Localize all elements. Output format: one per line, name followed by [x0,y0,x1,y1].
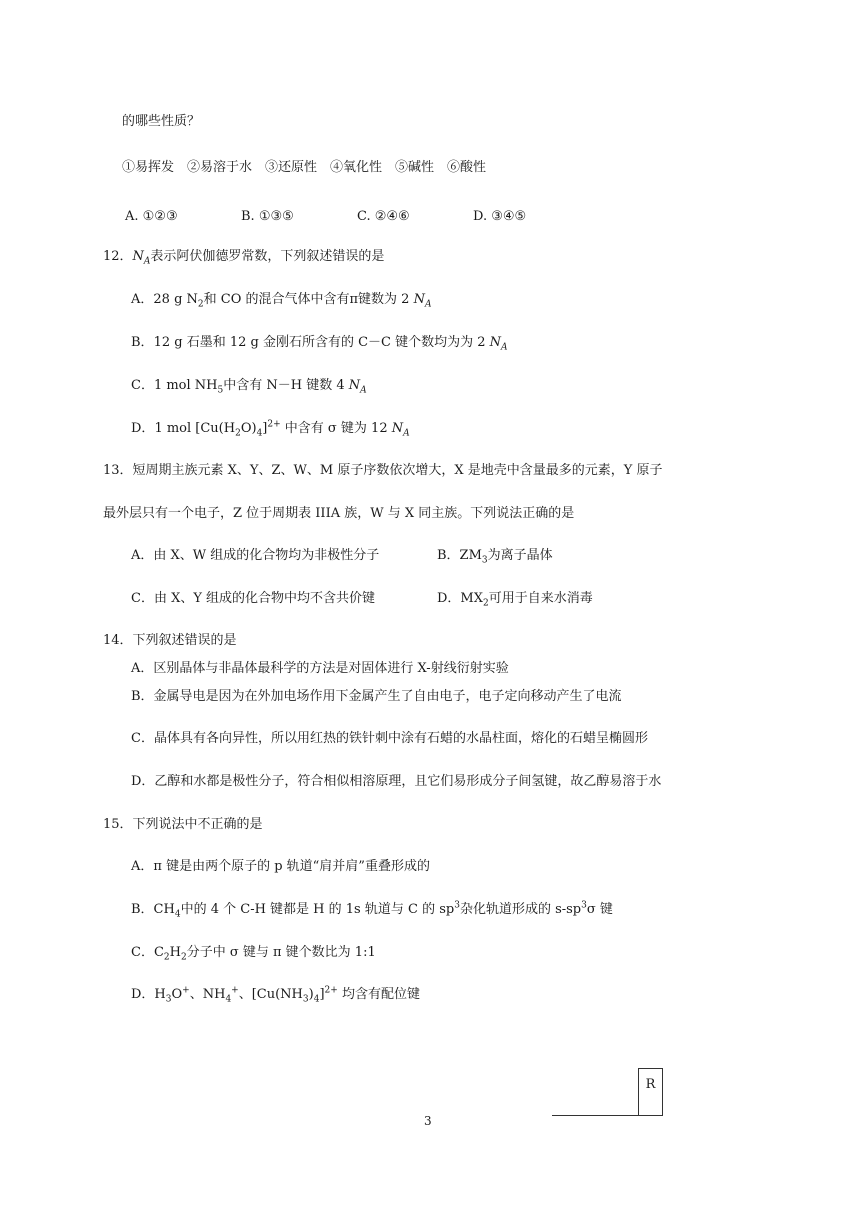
q12-option-d: D．1 mol $[Cu(H_2O)_4]^{2+}$ 中含有 σ 键为 12 $N_A$ [131,419,410,439]
q15-option-b: B．$CH_4$中的 4 个 C-H 键都是 H 的 1s 轨道与 C 的 $sp^3$杂化轨道形成的 $s-sp^3\sigma$ 键 [131,900,613,920]
q13-option-b: B．$ZM_3$为离子晶体 [437,548,553,566]
q12-option-b: B．12 g 石墨和 12 g 金刚石所含有的 C－C 键个数均为为 2 $N_A$ [131,335,508,353]
q13-option-c: C．由 X、Y 组成的化合物中均不含共价键 [131,591,376,606]
q11-option-d: D. ③④⑤ [473,209,527,224]
q12-stem: 12．$N_A$表示阿伏伽德罗常数，下列叙述错误的是 [103,249,385,267]
q14-option-a: A．区别晶体与非晶体最科学的方法是对固体进行 X-射线衍射实验 [131,661,509,676]
q15-option-c: C．$C_2H_2$分子中 σ 键与 π 键个数比为 1:1 [131,945,376,963]
q11-option-a: A. ①②③ [125,209,178,224]
r-label-box: R [638,1068,663,1116]
q11-properties: ①易挥发 ②易溶于水 ③还原性 ④氧化性 ⑤碱性 ⑥酸性 [122,160,487,175]
q13-option-a: A．由 X、W 组成的化合物均为非极性分子 [131,548,380,563]
q15-option-a: A．π 键是由两个原子的 p 轨道“肩并肩”重叠形成的 [131,859,430,874]
q13-stem-line1: 13．短周期主族元素 X、Y、Z、W、M 原子序数依次增大，X 是地壳中含量最多的元素，Y 原子 [103,463,663,478]
q11-stem-tail: 的哪些性质？ [122,114,201,129]
footer-rule [552,1115,638,1116]
q12-option-a: A．28 g $N_2$和 CO 的混合气体中含有π键数为 2 $N_A$ [131,292,432,310]
q12-option-c: C．1 mol $NH_5$中含有 N－H 键数 4 $N_A$ [131,378,367,396]
q14-option-c: C．晶体具有各向异性，所以用红热的铁针刺中涂有石蜡的水晶柱面，熔化的石蜡呈椭圆形 [131,731,648,746]
q13-option-d: D．$MX_2$可用于自来水消毒 [437,591,593,609]
q14-stem: 14．下列叙述错误的是 [103,633,237,648]
q11-option-b: B. ①③⑤ [241,209,294,224]
q14-option-b: B．金属导电是因为在外加电场作用下金属产生了自由电子，电子定向移动产生了电流 [131,689,622,704]
q15-stem: 15．下列说法中不正确的是 [103,817,263,832]
q13-stem-line2: 最外层只有一个电子，Z 位于周期表 IIIA 族，W 与 X 同主族。下列说法正确的是 [103,506,575,521]
q15-option-d: D．$H_3O^+$、$NH_4^+$、$[Cu(NH_3)_4]^{2+}$ 均含有配位键 [131,985,420,1005]
page-number: 3 [424,1114,432,1128]
q14-option-d: D．乙醇和水都是极性分子，符合相似相溶原理，且它们易形成分子间氢键，故乙醇易溶于水 [131,774,662,789]
q11-option-c: C. ②④⑥ [357,209,410,224]
